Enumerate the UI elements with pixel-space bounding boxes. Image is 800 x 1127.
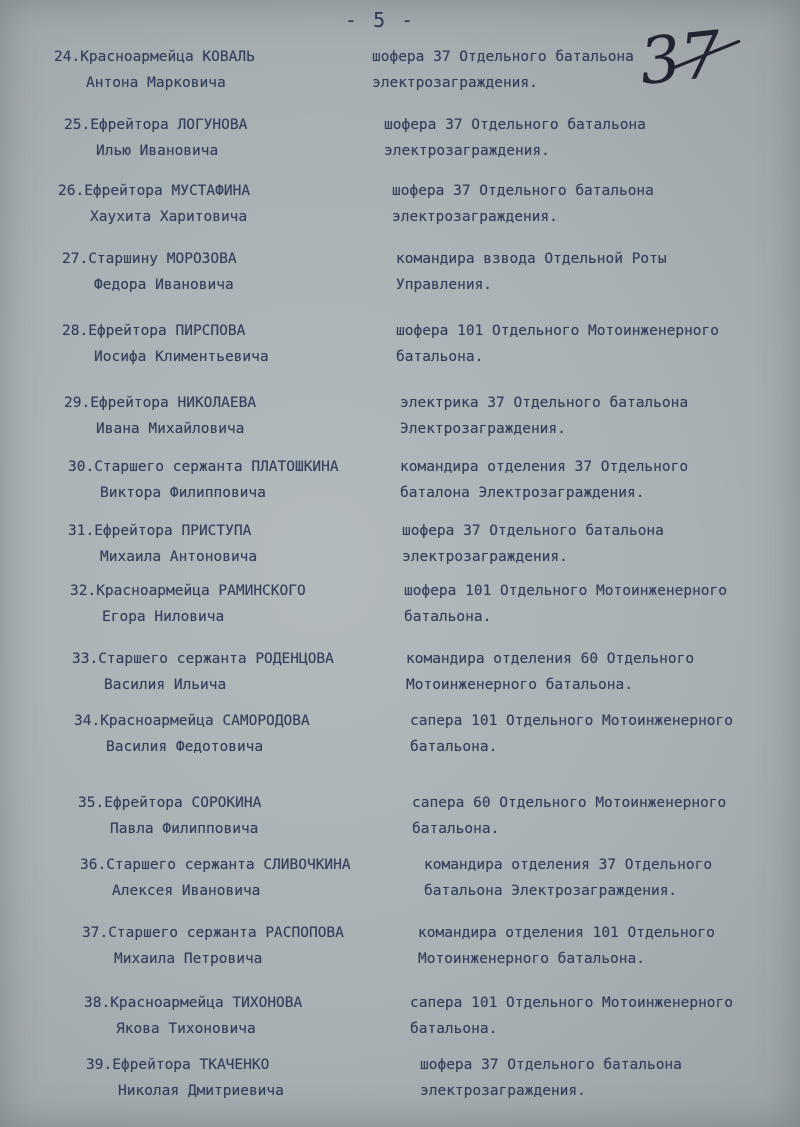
person-name: 36.Старшего сержанта СЛИВОЧКИНА Алексея Ивановича	[80, 857, 351, 899]
list-item	[0, 646, 800, 706]
person-name: 34.Красноармейца САМОРОДОВА Василия Федотовича	[74, 713, 310, 755]
unit-assignment: шофера 101 Отдельного Мотоинженерного батальона.	[404, 583, 728, 625]
unit-assignment: электрика 37 Отдельного батальона Электрозаграждения.	[400, 395, 689, 437]
unit-assignment: шофера 37 Отдельного батальона электрозаграждения.	[402, 523, 664, 565]
person-name: 24.Красноармейца КОВАЛЬ Антона Марковича	[54, 49, 255, 91]
list-item	[0, 44, 800, 104]
unit-assignment: командира отделения 60 Отдельного Мотоинженерного батальона.	[406, 651, 695, 693]
unit-assignment: сапера 101 Отдельного Мотоинженерного батальона.	[410, 713, 734, 755]
unit-assignment: шофера 37 Отдельного батальона электрозаграждения.	[392, 183, 654, 225]
person-name: 33.Старшего сержанта РОДЕНЦОВА Василия Ильича	[72, 651, 334, 693]
list-item	[0, 178, 800, 238]
list-item	[0, 852, 800, 912]
list-item	[0, 1052, 800, 1112]
list-item	[0, 390, 800, 450]
person-name: 26.Ефрейтора МУСТАФИНА Хаухита Харитовича	[58, 183, 251, 225]
unit-assignment: сапера 101 Отдельного Мотоинженерного батальона.	[410, 995, 734, 1037]
list-item	[0, 920, 800, 980]
list-item	[0, 318, 800, 378]
unit-assignment: командира взвода Отдельной Роты Управления.	[396, 251, 667, 293]
list-item	[0, 990, 800, 1050]
person-name: 32.Красноармейца РАМИНСКОГО Егора Ниловича	[70, 583, 306, 625]
page-number: - 5 -	[345, 8, 416, 32]
archive-number-handwritten: 37	[636, 17, 726, 101]
list-item	[0, 578, 800, 638]
person-name: 31.Ефрейтора ПРИСТУПА Михаила Антоновича	[68, 523, 258, 565]
person-name: 29.Ефрейтора НИКОЛАЕВА Ивана Михайловича	[64, 395, 257, 437]
person-name: 35.Ефрейтора СОРОКИНА Павла Филипповича	[78, 795, 262, 837]
list-item	[0, 112, 800, 172]
unit-assignment: сапера 60 Отдельного Мотоинженерного батальона.	[412, 795, 727, 837]
person-name: 28.Ефрейтора ПИРСПОВА Иосифа Климентьевича	[62, 323, 269, 365]
person-name: 38.Красноармейца ТИХОНОВА Якова Тихоновича	[84, 995, 303, 1037]
person-name: 39.Ефрейтора ТКАЧЕНКО Николая Дмитриевича	[86, 1057, 284, 1099]
list-item	[0, 454, 800, 514]
unit-assignment: шофера 37 Отдельного батальона электрозаграждения.	[384, 117, 646, 159]
unit-assignment: шофера 101 Отдельного Мотоинженерного батальона.	[396, 323, 720, 365]
person-name: 27.Старшину МОРОЗОВА Федора Ивановича	[62, 251, 237, 293]
person-name: 37.Старшего сержанта РАСПОПОВА Михаила Петровича	[82, 925, 344, 967]
person-name: 30.Старшего сержанта ПЛАТОШКИНА Виктора Филипповича	[68, 459, 339, 501]
unit-assignment: командира отделения 37 Отдельного баталона Электрозаграждения.	[400, 459, 689, 501]
person-name: 25.Ефрейтора ЛОГУНОВА Илью Ивановича	[64, 117, 248, 159]
list-item	[0, 518, 800, 578]
list-item	[0, 246, 800, 306]
unit-assignment: шофера 37 Отдельного батальона электрозаграждения.	[372, 49, 634, 91]
unit-assignment: командира отделения 101 Отдельного Мотоинженерного батальона.	[418, 925, 715, 967]
unit-assignment: шофера 37 Отдельного батальона электрозаграждения.	[420, 1057, 682, 1099]
unit-assignment: командира отделения 37 Отдельного батальона Электрозаграждения.	[424, 857, 713, 899]
list-item	[0, 790, 800, 850]
list-item	[0, 708, 800, 768]
